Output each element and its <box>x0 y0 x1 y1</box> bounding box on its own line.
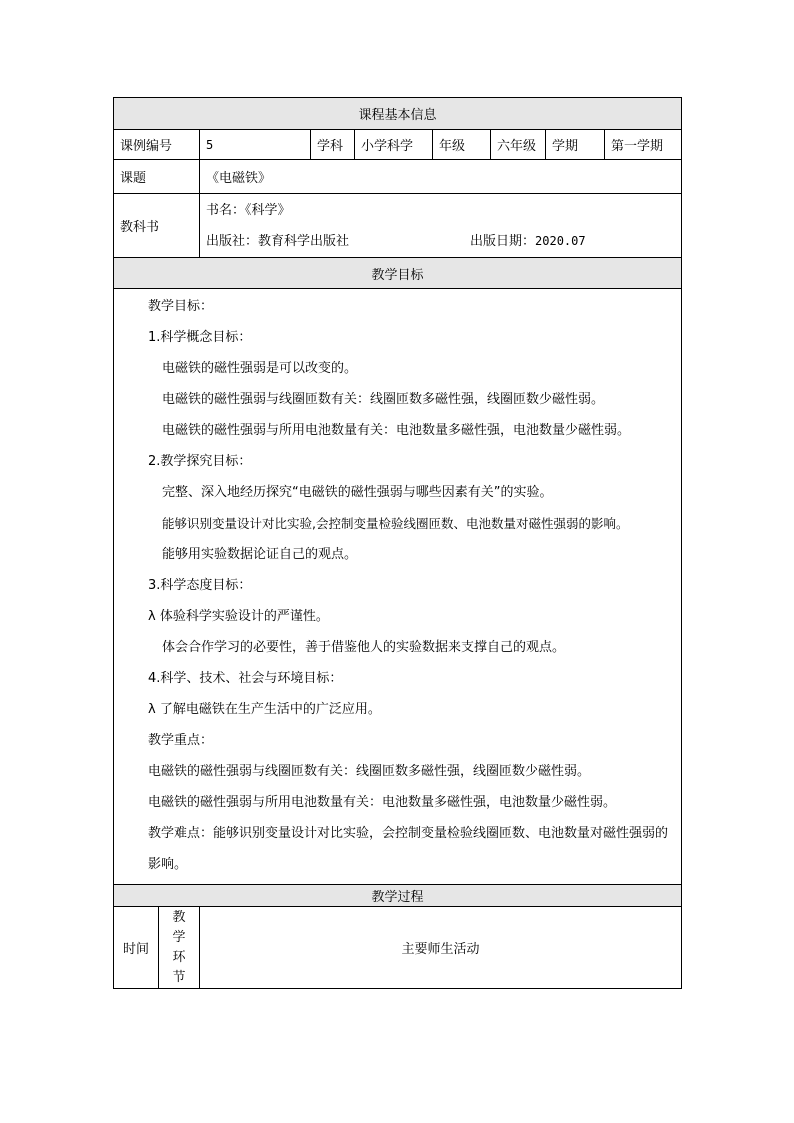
lesson-plan-table <box>113 97 682 989</box>
topic-value: 《电磁铁》 <box>200 160 682 194</box>
term-label: 学期 <box>546 130 605 160</box>
time-label: 时间 <box>114 907 159 989</box>
lesson-plan-document <box>113 97 681 989</box>
case-no-value: 5 <box>200 130 311 160</box>
process-header: 教学过程 <box>114 885 682 907</box>
textbook-info <box>200 194 682 258</box>
subject-value: 小学科学 <box>355 130 433 160</box>
book-name: 书名：《科学》 <box>206 202 291 218</box>
publish-date <box>470 226 586 257</box>
objectives-line: 电磁铁的磁性强弱与所用电池数量有关：电池数量多磁性强，电池数量少磁性弱。 <box>162 423 631 438</box>
objectives-line: λ 了解电磁铁在生产生活中的广泛应用。 <box>148 702 381 717</box>
objectives-line: 完整、深入地经历探究“电磁铁的磁性强弱与哪些因素有关”的实验。 <box>162 485 553 500</box>
objectives-line: 电磁铁的磁性强弱是可以改变的。 <box>162 361 358 376</box>
teaching-stage-label <box>159 907 200 989</box>
stage-char: 环 <box>172 949 186 965</box>
publish-date-label: 出版日期： <box>470 233 536 249</box>
objectives-line: 能够用实验数据论证自己的观点。 <box>162 547 358 562</box>
stage-char: 教 <box>172 909 186 925</box>
publish-date-value: 2020.07 <box>535 233 586 248</box>
case-no-label: 课例编号 <box>114 130 200 160</box>
stage-char: 学 <box>172 929 186 945</box>
key-points-label: 教学重点： <box>148 733 214 748</box>
key-point-line: 电磁铁的磁性强弱与线圈匝数有关：线圈匝数多磁性强，线圈匝数少磁性弱。 <box>148 764 591 779</box>
activity-label: 主要师生活动 <box>200 907 682 989</box>
objectives-line: 4.科学、技术、社会与环境目标： <box>148 671 343 686</box>
objectives-line: λ 体验科学实验设计的严谨性。 <box>148 609 329 624</box>
subject-label: 学科 <box>311 130 355 160</box>
difficulty-line: 教学难点：能够识别变量设计对比实验，会控制变量检验线圈匝数、电池数量对磁性强弱的影响。 <box>148 826 669 872</box>
grade-value: 六年级 <box>491 130 546 160</box>
objectives-line: 电磁铁的磁性强弱与线圈匝数有关：线圈匝数多磁性强，线圈匝数少磁性弱。 <box>162 392 605 407</box>
objectives-line: 1.科学概念目标： <box>148 330 252 345</box>
publisher: 出版社：教育科学出版社 <box>206 233 350 249</box>
topic-label: 课题 <box>114 160 200 194</box>
objectives-line: 教学目标： <box>148 299 214 314</box>
objectives-line: 2.教学探究目标： <box>148 454 252 469</box>
objectives-line: 3.科学态度目标： <box>148 578 252 593</box>
basic-info-header: 课程基本信息 <box>114 98 682 130</box>
stage-char: 节 <box>172 969 186 985</box>
objectives-line: 能够识别变量设计对比实验,会控制变量检验线圈匝数、电池数量对磁性强弱的影响。 <box>162 516 629 531</box>
objectives-line: 体会合作学习的必要性，善于借鉴他人的实验数据来支撑自己的观点。 <box>162 640 566 655</box>
objectives-header: 教学目标 <box>114 258 682 289</box>
term-value: 第一学期 <box>605 130 682 160</box>
textbook-label: 教科书 <box>114 194 200 258</box>
objectives-body <box>114 289 682 885</box>
grade-label: 年级 <box>433 130 491 160</box>
key-point-line: 电磁铁的磁性强弱与所用电池数量有关：电池数量多磁性强，电池数量少磁性弱。 <box>148 795 617 810</box>
